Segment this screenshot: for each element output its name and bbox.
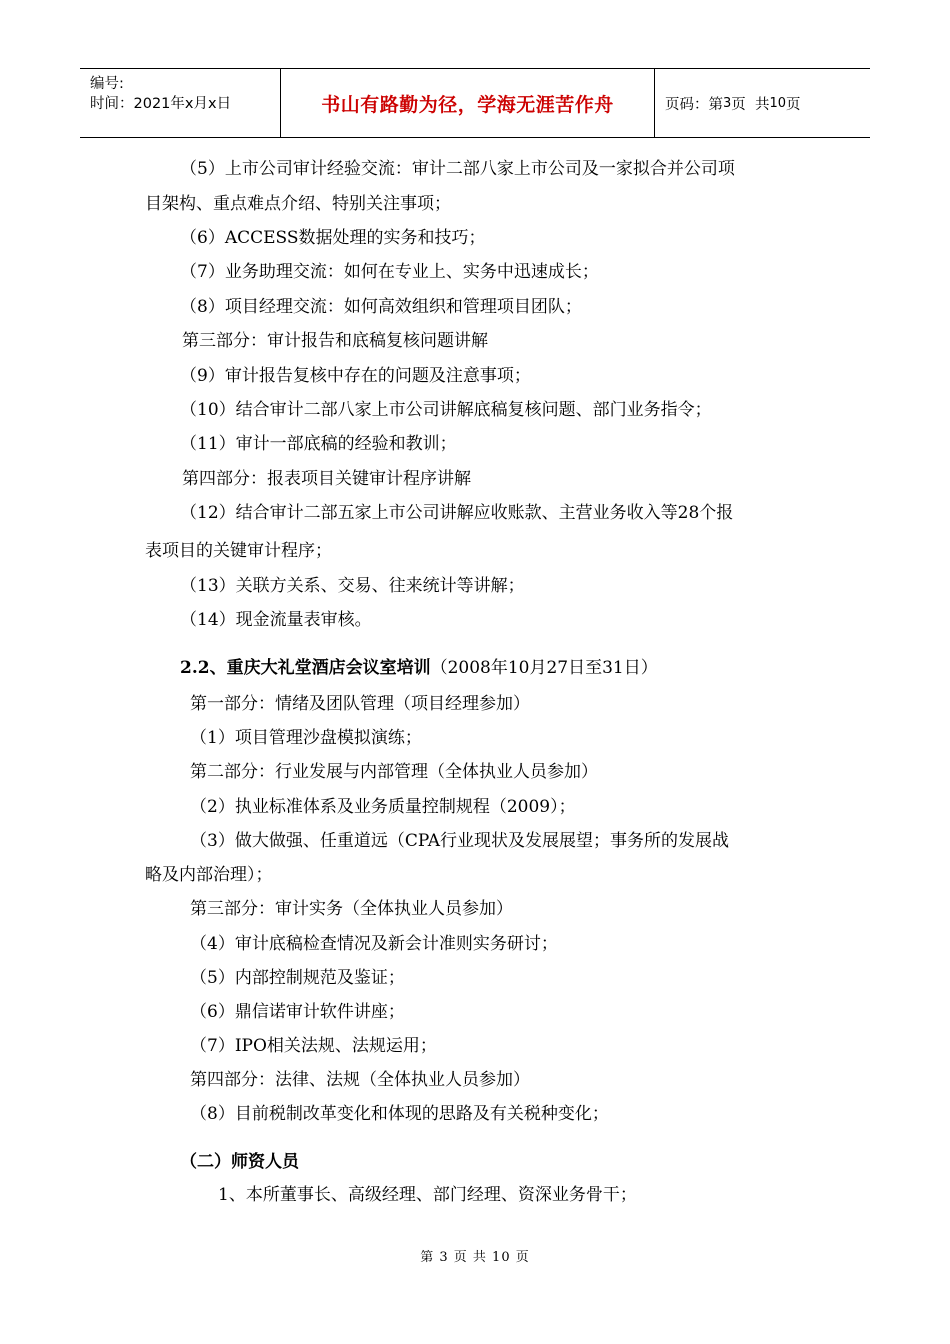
paragraph-line: 表项目的关键审计程序； [145,541,332,561]
paragraph-line: （14）现金流量表审核。 [180,610,372,630]
paragraph-line: （8）项目经理交流：如何高效组织和管理项目团队； [180,297,582,317]
paragraph-line: （5）内部控制规范及鉴证； [190,968,405,988]
section-heading: 第四部分：报表项目关键审计程序讲解 [182,469,471,489]
section-title: （二）师资人员 [180,1152,299,1172]
paragraph-line: 1、本所董事长、高级经理、部门经理、资深业务骨干； [218,1185,637,1205]
paragraph-line: （5）上市公司审计经验交流：审计二部八家上市公司及一家拟合并公司项 [180,159,735,179]
page-footer: 第 3 页 共 10 页 [420,1250,530,1265]
subsection-heading: 2.2、重庆大礼堂酒店会议室培训（2008年10月27日至31日） [180,658,658,678]
section-heading: 第二部分：行业发展与内部管理（全体执业人员参加） [190,762,598,782]
paragraph-line: （3）做大做强、任重道远（CPA行业现状及发展展望；事务所的发展战 [190,831,729,851]
document-number-label: 编号: [90,76,124,92]
paragraph-line: （11）审计一部底稿的经验和教训； [180,434,457,454]
section-heading: 第四部分：法律、法规（全体执业人员参加） [190,1070,530,1090]
paragraph-line: （7）IPO相关法规、法规运用； [190,1036,437,1056]
section-heading: 第三部分：审计报告和底稿复核问题讲解 [182,331,488,351]
page-total: 10 [769,95,787,111]
paragraph-line: （12）结合审计二部五家上市公司讲解应收账款、主营业务收入等28个报 [180,503,734,523]
page-current: 3 [723,95,732,111]
paragraph-line: （1）项目管理沙盘模拟演练； [190,728,422,748]
header-motto: 书山有路勤为径，学海无涯苦作舟 [281,69,655,137]
paragraph-line: （10）结合审计二部八家上市公司讲解底稿复核问题、部门业务指令； [180,400,712,420]
paragraph-line: （2）执业标准体系及业务质量控制规程（2009）； [190,797,576,817]
paragraph-line: （4）审计底稿检查情况及新会计准则实务研讨； [190,934,558,954]
paragraph-line: 略及内部治理）； [145,865,273,885]
header-meta [80,69,281,137]
paragraph-line: （9）审计报告复核中存在的问题及注意事项； [180,366,531,386]
page-label-prefix: 页码：第 [665,96,723,113]
page-label-suffix: 页 [786,96,801,113]
paragraph-line: （6）ACCESS数据处理的实务和技巧； [180,228,486,248]
paragraph-line: （7）业务助理交流：如何在专业上、实务中迅速成长； [180,262,599,282]
paragraph-line: （6）鼎信诺审计软件讲座； [190,1002,405,1022]
document-time: 时间：2021年x月x日 [90,96,232,112]
header-page-info [655,69,870,137]
paragraph-line: （13）关联方关系、交易、往来统计等讲解； [180,576,525,596]
paragraph-line: （8）目前税制改革变化和体现的思路及有关税种变化； [190,1104,609,1124]
page-label-mid: 页 共 [731,96,770,113]
section-heading: 第三部分：审计实务（全体执业人员参加） [190,899,513,919]
paragraph-line: 目架构、重点难点介绍、特别关注事项； [145,194,451,214]
section-heading: 第一部分：情绪及团队管理（项目经理参加） [190,694,530,714]
page-header [80,68,870,138]
